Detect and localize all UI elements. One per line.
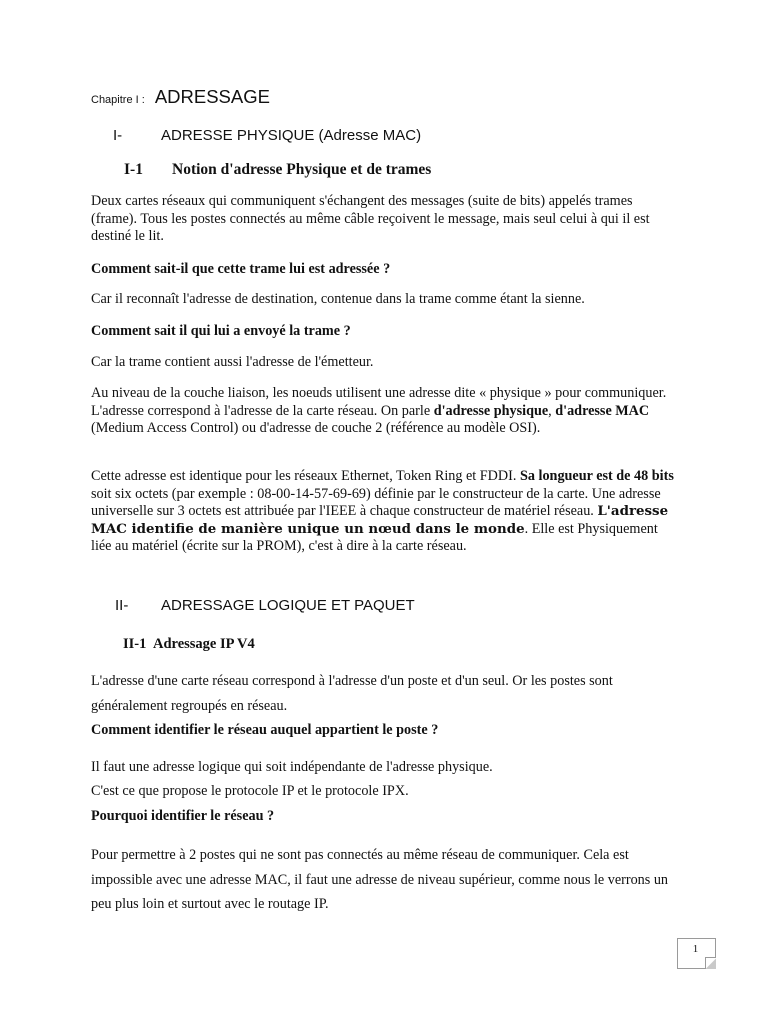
term-adresse-physique: d'adresse physique bbox=[433, 402, 549, 419]
answer-emetteur: Car la trame contient aussi l'adresse de l'émetteur. bbox=[91, 354, 374, 370]
chapter-title: ADRESSAGE bbox=[154, 86, 270, 107]
term-mac-unique: L'adresse MAC identifie de manière unique un nœud dans le monde bbox=[91, 503, 669, 537]
section-1-title: ADRESSE PHYSIQUE (Adresse MAC) bbox=[161, 127, 422, 144]
section-1-heading bbox=[113, 127, 422, 144]
paragraph-adresse-poste: L'adresse d'une carte réseau correspond à l'adresse d'un poste et d'un seul. Or les postes sont généralement regroupés en réseau. bbox=[91, 673, 613, 714]
chapter-prefix: Chapitre I : bbox=[91, 94, 145, 106]
section-2-number: II- bbox=[115, 597, 129, 614]
term-adresse-mac: d'adresse MAC bbox=[555, 402, 650, 419]
answer-trame-adressee: Car il reconnaît l'adresse de destination, contenue dans la trame comme étant la sienne. bbox=[91, 291, 585, 307]
paragraph-couche-liaison: Au niveau de la couche liaison, les noeuds utilisent une adresse dite « physique » pour communiquer. L'adresse correspond à l'adresse de la carte réseau. On parle d'adresse physique, d'adresse MAC (Medium Access Control) ou d'adresse de couche 2 (référence au modèle OSI). bbox=[91, 385, 667, 436]
question-pourquoi-reseau: Pourquoi identifier le réseau ? bbox=[91, 808, 275, 824]
term-48-bits: Sa longueur est de 48 bits bbox=[519, 468, 674, 484]
subsection-1-1-heading bbox=[124, 161, 432, 179]
page-number: 1 bbox=[692, 943, 699, 955]
section-1-number: I- bbox=[113, 127, 123, 144]
subsection-2-1-title: Adressage IP V4 bbox=[153, 636, 255, 652]
subsection-1-1-title: Notion d'adresse Physique et de trames bbox=[172, 161, 432, 178]
answer-adresse-logique-1: Il faut une adresse logique qui soit indépendante de l'adresse physique. bbox=[91, 759, 493, 775]
question-emetteur: Comment sait il qui lui a envoyé la trame ? bbox=[91, 323, 351, 339]
page-fold-corner bbox=[705, 957, 716, 969]
subsection-1-1-number: I-1 bbox=[124, 161, 143, 178]
section-2-heading bbox=[115, 597, 415, 614]
subsection-2-1-heading bbox=[123, 636, 255, 653]
paragraph-longueur-adresse: Cette adresse est identique pour les réseaux Ethernet, Token Ring et FDDI. Sa longueur est de 48 bits soit six octets (par exemple : 08-00-14-57-69-69) définie par le constructeur de la carte. Une adresse universelle sur 3 octets est attribuée par l'IEEE à chaque constructeur de matériel réseau. L'adresse MAC identifie de manière unique un nœud dans le monde. Elle est Physiquement liée au matériel (écrite sur la PROM), c'est à dire à la carte réseau. bbox=[91, 468, 674, 554]
answer-adresse-logique-2: C'est ce que propose le protocole IP et le protocole IPX. bbox=[91, 783, 409, 799]
chapter-heading bbox=[91, 86, 270, 108]
paragraph-communication-reseaux: Pour permettre à 2 postes qui ne sont pas connectés au même réseau de communiquer. Cela est impossible avec une adresse MAC, il faut une adresse de niveau supérieur, comme nous le verrons un peu plus loin et surtout avec le routage IP. bbox=[91, 847, 669, 912]
subsection-2-1-number: II-1 bbox=[123, 636, 147, 652]
paragraph-trames: Deux cartes réseaux qui communiquent s'échangent des messages (suite de bits) appelés trames (frame). Tous les postes connectés au même câble reçoivent le message, mais seul celui à qui il est destiné le lit. bbox=[91, 193, 650, 244]
question-identifier-reseau: Comment identifier le réseau auquel appartient le poste ? bbox=[91, 722, 439, 738]
question-trame-adressee: Comment sait-il que cette trame lui est adressée ? bbox=[91, 261, 391, 277]
section-2-title: ADRESSAGE LOGIQUE ET PAQUET bbox=[161, 597, 415, 614]
